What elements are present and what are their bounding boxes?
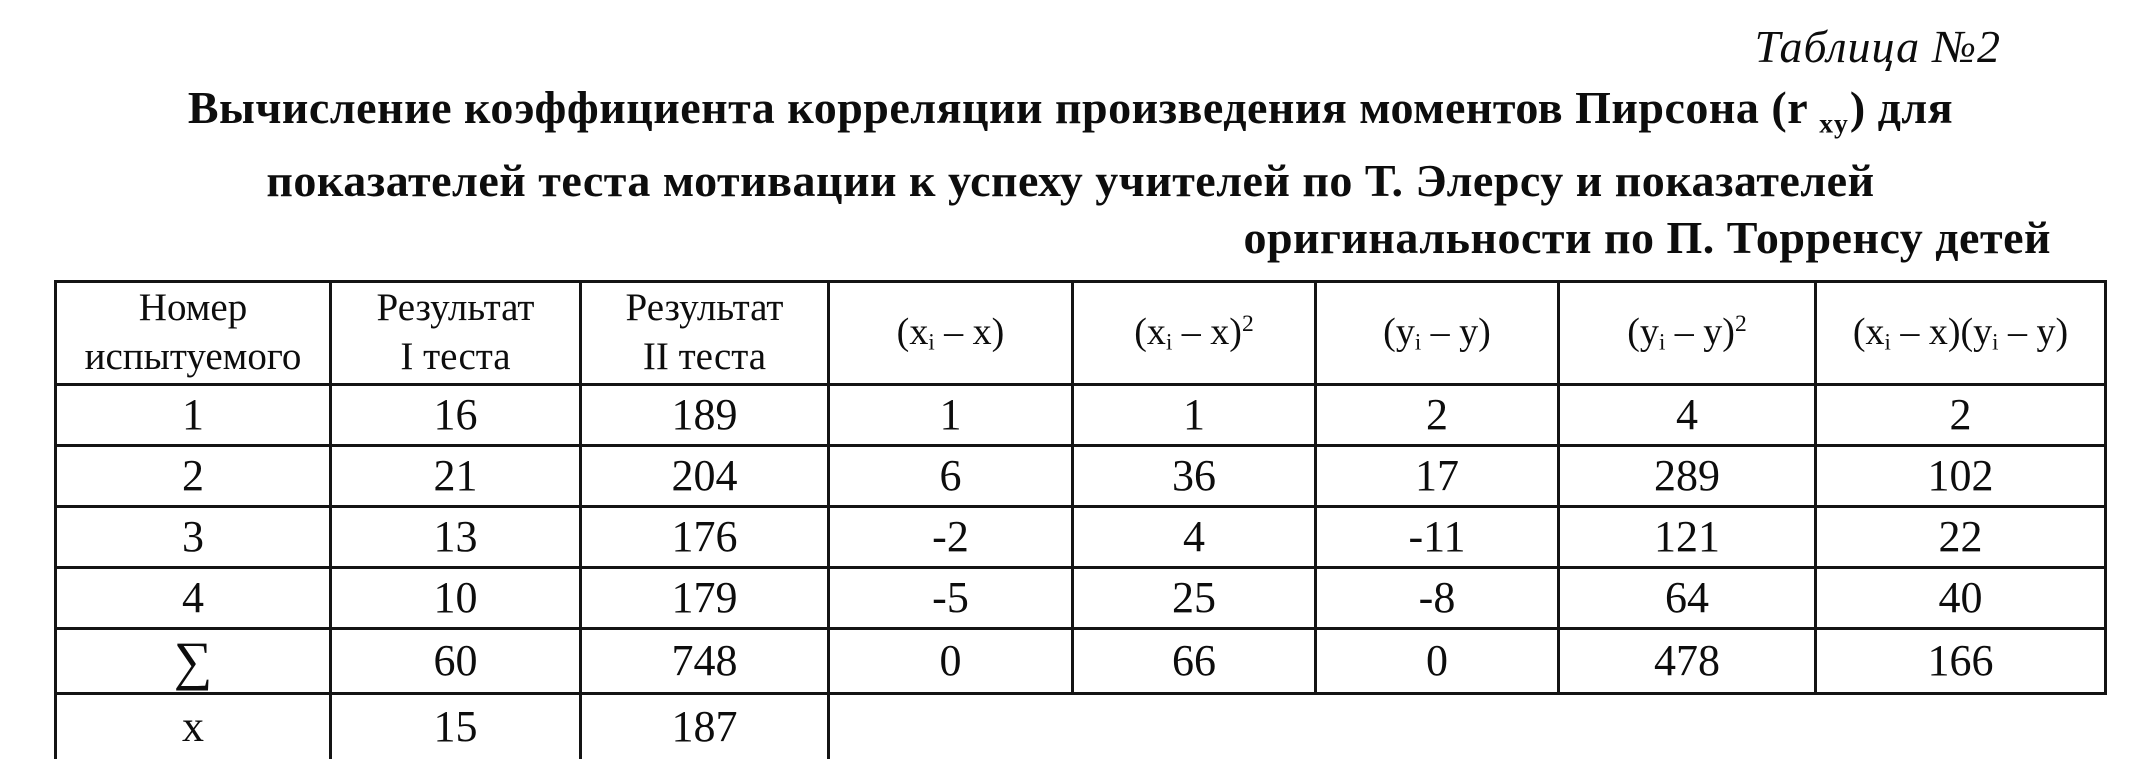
- math-text: – y): [1665, 310, 1735, 353]
- cell-xdev2: 4: [1073, 506, 1316, 567]
- math-text: – x): [1172, 310, 1242, 353]
- sum-test1: 60: [331, 628, 581, 693]
- math-sup: 2: [1241, 310, 1254, 337]
- math-sub: i: [1414, 329, 1422, 355]
- cell-ydev: 17: [1316, 445, 1559, 506]
- cell-product: 2: [1816, 384, 2106, 445]
- cell-subject: 3: [56, 506, 331, 567]
- cell-test2: 204: [581, 445, 829, 506]
- math-text: (y: [1627, 310, 1659, 353]
- title-line-3: оригинальности по П. Торренсу детей: [1243, 211, 2051, 263]
- math-sub: i: [928, 329, 935, 355]
- cell-test1: 21: [331, 445, 581, 506]
- header-deviation-product: [1816, 281, 2106, 384]
- math-text: (x: [896, 310, 929, 353]
- header-text: Результат: [625, 285, 784, 329]
- mean-row: [56, 693, 2106, 759]
- math-text: – x)(y: [1890, 310, 1993, 353]
- mean-test1: 15: [331, 693, 581, 759]
- sum-xdev: 0: [829, 628, 1073, 693]
- header-subject-number: [56, 281, 331, 384]
- title-line-1: [0, 79, 2141, 152]
- math-sub: i: [1992, 329, 1999, 355]
- table-row: [56, 506, 2106, 567]
- mean-test2: 187: [581, 693, 829, 759]
- header-x-deviation: [829, 281, 1073, 384]
- cell-test2: 189: [581, 384, 829, 445]
- cell-test2: 176: [581, 506, 829, 567]
- header-row: [56, 281, 2106, 384]
- math-text: (x: [1852, 310, 1885, 353]
- cell-xdev: -2: [829, 506, 1073, 567]
- correlation-table: [54, 280, 2107, 759]
- cell-xdev: 1: [829, 384, 1073, 445]
- cell-ydev2: 4: [1559, 384, 1816, 445]
- math-text: (y: [1383, 310, 1415, 353]
- header-y-deviation: [1316, 281, 1559, 384]
- cell-product: 22: [1816, 506, 2106, 567]
- math-sup: 2: [1734, 310, 1747, 337]
- cell-subject: 4: [56, 567, 331, 628]
- table-row: [56, 445, 2106, 506]
- sum-row: [56, 628, 2106, 693]
- table-row: [56, 567, 2106, 628]
- cell-test1: 10: [331, 567, 581, 628]
- cell-test2: 179: [581, 567, 829, 628]
- header-text: II теста: [642, 334, 767, 378]
- cell-product: 40: [1816, 567, 2106, 628]
- sum-xdev2: 66: [1073, 628, 1316, 693]
- cell-subject: 2: [56, 445, 331, 506]
- sum-product: 166: [1816, 628, 2106, 693]
- header-text: Результат: [376, 285, 535, 329]
- cell-xdev: -5: [829, 567, 1073, 628]
- header-text: Номер: [138, 285, 248, 329]
- math-text: (x: [1134, 310, 1166, 353]
- header-test2-result: [581, 281, 829, 384]
- sum-symbol: ∑: [56, 628, 331, 693]
- sum-ydev2: 478: [1559, 628, 1816, 693]
- cell-ydev2: 64: [1559, 567, 1816, 628]
- header-test1-result: [331, 281, 581, 384]
- cell-subject: 1: [56, 384, 331, 445]
- cell-product: 102: [1816, 445, 2106, 506]
- math-sub: i: [1658, 329, 1666, 355]
- header-y-deviation-squared: [1559, 281, 1816, 384]
- title-line-2: показателей теста мотивации к успеху учителей по Т. Элерсу и показателей: [266, 154, 1875, 206]
- cell-ydev: 2: [1316, 384, 1559, 445]
- empty-merged-cell: [829, 693, 2106, 759]
- title-line1-end: ) для: [1849, 82, 1954, 133]
- cell-ydev2: 289: [1559, 445, 1816, 506]
- math-sub: i: [1884, 329, 1891, 355]
- cell-test1: 16: [331, 384, 581, 445]
- document-title: [0, 79, 2141, 266]
- table-row: [56, 384, 2106, 445]
- cell-xdev: 6: [829, 445, 1073, 506]
- header-text: испытуемого: [84, 334, 302, 378]
- math-text: – y): [1421, 310, 1491, 353]
- cell-xdev2: 1: [1073, 384, 1316, 445]
- sum-test2: 748: [581, 628, 829, 693]
- title-subscript-xy: ху: [1819, 107, 1850, 139]
- mean-symbol: x: [56, 693, 331, 759]
- math-text: – y): [1998, 310, 2069, 353]
- header-x-deviation-squared: [1073, 281, 1316, 384]
- cell-ydev: -8: [1316, 567, 1559, 628]
- cell-test1: 13: [331, 506, 581, 567]
- cell-ydev: -11: [1316, 506, 1559, 567]
- header-text: I теста: [400, 334, 511, 378]
- cell-ydev2: 121: [1559, 506, 1816, 567]
- cell-xdev2: 25: [1073, 567, 1316, 628]
- sum-ydev: 0: [1316, 628, 1559, 693]
- table-caption: Таблица №2: [1754, 21, 2001, 72]
- math-sub: i: [1165, 329, 1173, 355]
- cell-xdev2: 36: [1073, 445, 1316, 506]
- math-text: – x): [934, 310, 1005, 353]
- title-line1-text: Вычисление коэффициента корреляции произведения моментов Пирсона (r: [187, 82, 1820, 133]
